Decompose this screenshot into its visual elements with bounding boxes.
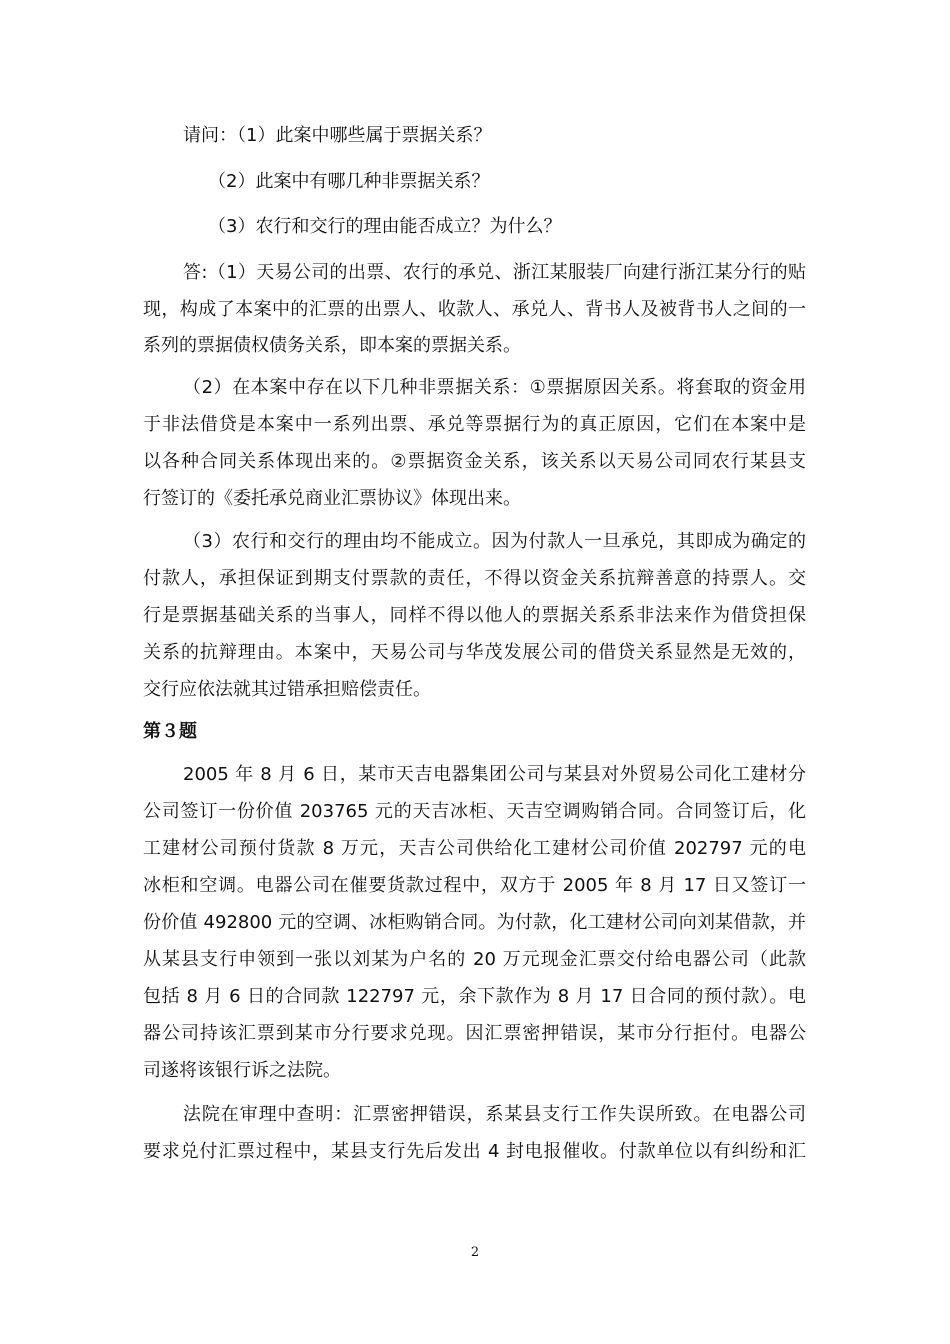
answer-2-line: 以各种合同关系体现出来的。②票据资金关系，该关系以天易公司同农行某县支 [143, 451, 806, 472]
case-paragraph-line: 公司签订一份价值 203765 元的天吉冰柜、天吉空调购销合同。合同签订后，化 [143, 801, 806, 822]
answer-3-line: （3）农行和交行的理由均不能成立。因为付款人一旦承兑，其即成为确定的 [183, 531, 806, 552]
answer-3-line: 行是票据基础关系的当事人，同样不得以他人的票据关系系非法来作为借贷担保 [143, 605, 806, 626]
page-number: 2 [470, 1245, 480, 1260]
case-paragraph-line: 2005 年 8 月 6 日，某市天吉电器集团公司与某县对外贸易公司化工建材分 [183, 764, 806, 785]
case-paragraph-2-line: 要求兑付汇票过程中，某县支行先后发出 4 封电报催收。付款单位以有纠纷和汇 [143, 1141, 806, 1162]
case-paragraph-line: 包括 8 月 6 日的合同款 122797 元，余下款作为 8 月 17 日合同的预付款）。电 [143, 986, 806, 1007]
answer-3-line: 关系的抗辩理由。本案中，天易公司与华茂发展公司的借贷关系显然是无效的， [143, 642, 806, 663]
answer-3-line: 付款人，承担保证到期支付票款的责任，不得以资金关系抗辩善意的持票人。交 [143, 568, 806, 589]
answer-1-line: 答:（1）天易公司的出票、农行的承兑、浙江某服装厂向建行浙江某分行的贴 [183, 262, 806, 283]
question-1: 请问：（1）此案中哪些属于票据关系？ [183, 125, 492, 146]
answer-1-line: 现，构成了本案中的汇票的出票人、收款人、承兑人、背书人及被背书人之间的一 [143, 299, 806, 320]
answer-1-line: 系列的票据债权债务关系，即本案的票据关系。 [143, 335, 521, 356]
case-paragraph-line: 器公司持该汇票到某市分行要求兑现。因汇票密押错误，某市分行拒付。电器公 [143, 1023, 806, 1044]
answer-3-line: 交行应依法就其过错承担赔偿责任。 [143, 679, 431, 700]
case-paragraph-line: 冰柜和空调。电器公司在催要货款过程中，双方于 2005 年 8 月 17 日又签订一 [143, 875, 806, 896]
case-paragraph-2-line: 法院在审理中查明：汇票密押错误，系某县支行工作失误所致。在电器公司 [183, 1104, 806, 1125]
answer-2-line: （2）在本案中存在以下几种非票据关系：①票据原因关系。将套取的资金用 [183, 377, 806, 398]
case-paragraph-line: 司遂将该银行诉之法院。 [143, 1060, 341, 1081]
case-paragraph-line: 工建材公司预付货款 8 万元，天吉公司供给化工建材公司价值 202797 元的电 [143, 838, 806, 859]
question-3: （3）农行和交行的理由能否成立？为什么？ [208, 216, 562, 237]
section-title: 第３题 [143, 721, 197, 742]
answer-2-line: 行签订的《委托承兑商业汇票协议》体现出来。 [143, 488, 521, 509]
case-paragraph-line: 份价值 492800 元的空调、冰柜购销合同。为付款，化工建材公司向刘某借款，并 [143, 912, 806, 933]
answer-2-line: 于非法借贷是本案中一系列出票、承兑等票据行为的真正原因，它们在本案中是 [143, 414, 806, 435]
question-2: （2）此案中有哪几种非票据关系？ [208, 171, 490, 192]
case-paragraph-line: 从某县支行申领到一张以刘某为户名的 20 万元现金汇票交付给电器公司（此款 [143, 949, 806, 970]
